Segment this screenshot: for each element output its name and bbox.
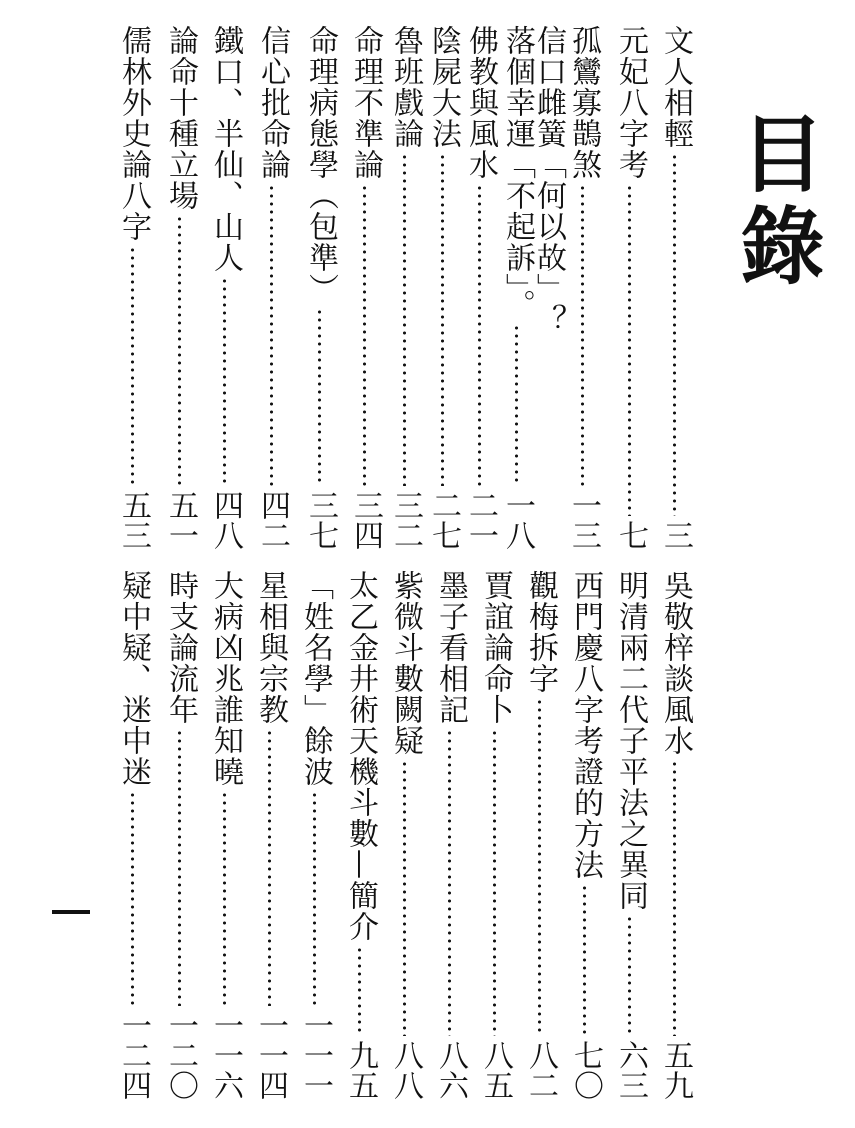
toc-entry-page: 三四 (348, 490, 383, 550)
toc-entry-page: 一一四 (253, 1010, 288, 1100)
toc-entry-title: 「姓名學」餘波 (298, 570, 333, 787)
folio-number (52, 910, 90, 914)
toc-entry (563, 25, 603, 550)
toc-entry (160, 25, 200, 550)
leader-dots (223, 791, 226, 1006)
toc-entry (385, 25, 425, 550)
leader-dots (673, 153, 676, 516)
toc-entry-title: 鐵口、半仙、山人 (208, 25, 243, 273)
leader-dots (538, 698, 541, 1036)
toc-entry (300, 25, 340, 550)
toc-entry-title: 明清兩二代子平法之異同 (613, 570, 648, 911)
leader-dots (363, 184, 366, 486)
toc-entry (460, 25, 500, 550)
toc-entry-title: 星相與宗教 (253, 570, 288, 725)
toc-entry-title: 墨子看相記 (433, 570, 468, 725)
toc-entry (252, 25, 292, 550)
leader-dots (178, 215, 181, 486)
toc-entry-title: 元妃八字考 (613, 25, 648, 180)
toc-entry-title: 落個幸運「不起訴」。 (500, 25, 535, 320)
toc-entry (475, 570, 515, 1100)
toc-entry-title: 疑中疑、迷中迷 (116, 570, 151, 787)
toc-entry (345, 25, 385, 550)
leader-dots (581, 184, 584, 486)
leader-dots (313, 791, 316, 1006)
leader-dots (583, 884, 586, 1036)
toc-entry-page: 八八 (388, 1040, 423, 1100)
toc-entry-page: 一二〇 (163, 1010, 198, 1100)
leader-dots (628, 184, 631, 516)
toc-entry (250, 570, 290, 1100)
leader-dots (448, 729, 451, 1036)
toc-entry-page: 九五 (343, 1040, 378, 1100)
toc-entry-title: 信心批命論 (255, 25, 290, 180)
toc-entry-title: 論命十種立場 (163, 25, 198, 211)
leader-dots (270, 184, 273, 486)
toc-entry-page: 一二四 (116, 1010, 151, 1100)
leader-dots (318, 308, 321, 486)
toc-entry-title: 西門慶八字考證的方法 (568, 570, 603, 880)
leader-dots (403, 760, 406, 1036)
toc-entry-title: 信口雌簧「何以故」？ (531, 25, 566, 335)
leader-dots (628, 915, 631, 1036)
toc-entry-title: 時支論流年 (163, 570, 198, 725)
toc-entry-title: 紫微斗數闕疑 (388, 570, 423, 756)
toc-entry-page: 三 (658, 520, 693, 550)
toc-entry (113, 570, 153, 1100)
toc-entry-page: 八二 (523, 1040, 558, 1100)
toc-entry-page: 七 (613, 520, 648, 550)
leader-dots (515, 324, 518, 486)
toc-entry-page: 一一一 (298, 1010, 333, 1100)
leader-dots (358, 946, 361, 1036)
toc-entry-page: 一三 (566, 490, 601, 550)
leader-dots (268, 729, 271, 1006)
toc-entry-title: 觀梅拆字 (523, 570, 558, 694)
leader-dots (223, 277, 226, 486)
toc-entry (205, 25, 245, 550)
toc-entry-page: 八六 (433, 1040, 468, 1100)
toc-entry-page: 六三 (613, 1040, 648, 1100)
toc-entry-title: 孤鸞寡鵲煞 (566, 25, 601, 180)
leader-dots (478, 184, 481, 486)
toc-entry-title: 儒林外史論八字 (116, 25, 151, 242)
toc-entry (160, 570, 200, 1100)
toc-entry (655, 25, 695, 550)
leader-dots (131, 791, 134, 1006)
leader-dots (403, 153, 406, 486)
leader-dots (673, 760, 676, 1036)
toc-entry (520, 570, 560, 1100)
toc-entry-title: 文人相輕 (658, 25, 693, 149)
toc-entry-title: 大病凶兆誰知曉 (208, 570, 243, 787)
toc-entry (295, 570, 335, 1100)
toc-entry (497, 25, 537, 550)
toc-entry (113, 25, 153, 550)
toc-entry-title: 魯班戲論 (388, 25, 423, 149)
toc-entry-title: 佛教與風水 (463, 25, 498, 180)
leader-dots (178, 729, 181, 1006)
toc-entry-page: 八五 (478, 1040, 513, 1100)
toc-entry-title: 陰屍大法 (426, 25, 461, 149)
leader-dots (441, 153, 444, 486)
toc-entry-title: 賈誼論命卜 (478, 570, 513, 725)
toc-entry-page: 四八 (208, 490, 243, 550)
toc-entry-page: 二七 (426, 490, 461, 550)
toc-entry (565, 570, 605, 1100)
toc-entry-title: 命理病態學（包準） (303, 25, 338, 304)
toc-entry-page: 三二 (388, 490, 423, 550)
page-title: 目錄 (727, 110, 825, 294)
toc-entry (655, 570, 695, 1100)
toc-entry-page: 一一六 (208, 1010, 243, 1100)
toc-entry-page: 五九 (658, 1040, 693, 1100)
toc-entry-page: 一八 (500, 490, 535, 550)
leader-dots (493, 729, 496, 1036)
leader-dots (131, 246, 134, 486)
toc-entry (610, 25, 650, 550)
toc-entry-title: 太乙金井術天機斗數—簡介 (343, 570, 378, 942)
toc-entry (340, 570, 380, 1100)
toc-entry-page: 三七 (303, 490, 338, 550)
toc-entry-page: 四二 (255, 490, 290, 550)
toc-entry (423, 25, 463, 550)
toc-entry-page: 五一 (163, 490, 198, 550)
toc-entry-page: 七〇 (568, 1040, 603, 1100)
toc-entry-page: 五三 (116, 490, 151, 550)
toc-entry (430, 570, 470, 1100)
toc-entry (205, 570, 245, 1100)
toc-entry-title: 命理不準論 (348, 25, 383, 180)
toc-entry (610, 570, 650, 1100)
toc-entry-page: 二一 (463, 490, 498, 550)
toc-entry (385, 570, 425, 1100)
toc-entry-title: 吳敬梓談風水 (658, 570, 693, 756)
